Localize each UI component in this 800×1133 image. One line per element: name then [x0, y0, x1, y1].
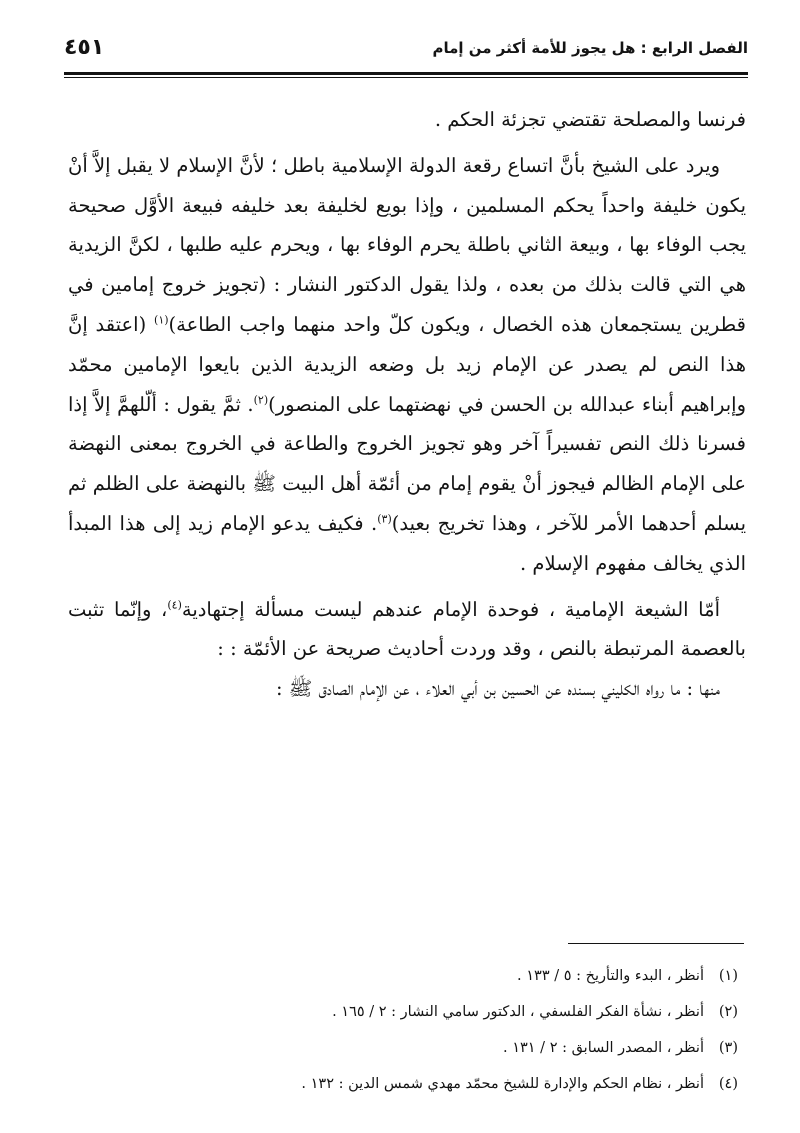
running-title: الفصل الرابع : هل يجوز للأمة أكثر من إمام: [432, 39, 748, 57]
footnote-2: [150, 994, 738, 1030]
paragraph-1-text: فرنسا والمصلحة تقتضي تجزئة الحكم .: [434, 108, 746, 131]
footnote-4: [150, 1066, 738, 1102]
footnote-number: (١): [718, 968, 738, 984]
header-rule: [64, 72, 748, 75]
paragraph-2-continued: . ثمَّ يقول : ألّلهمَّ إلاَّ إذا فسرنا ذلك النص تفسيراً آخر وهو تجويز الخروج والطاعة في الخروج بمعنى النهضة على الإمام الظالم فيجوز أنْ يقوم إمام من أئمّة أهل البيت ﷺ بالنهضة على الظلم ثم يسلم أحدهما الأمر للآخر ، وهذا تخريج بعيد): [68, 392, 747, 535]
body-text: [68, 100, 746, 709]
paragraph-1: [68, 100, 746, 140]
paragraph-2: [68, 146, 746, 584]
footnote-number: (٣): [718, 1040, 738, 1056]
footnote-text: أنظر ، المصدر السابق : ٢ / ١٣١ .: [502, 1040, 704, 1056]
paragraph-2-quote: (اعتقد إنَّ هذا النص لم يصدر عن الإمام زيد بل وضعه الزيدية الذين بايعوا الإمامين محمّد وإبراهيم أبناء عبدالله بن الحسن في نهضتهما على المنصور): [68, 312, 746, 416]
paragraph-4-text: منها : ما رواه الكليني بسنده عن الحسين بن أبي العلاء ، عن الإمام الصادق ﷺ :: [276, 677, 720, 701]
paragraph-3-text: أمّا الشيعة الإمامية ، فوحدة الإمام عندهم ليست مسألة إجتهادية: [181, 597, 720, 621]
page-number: ٤٥١: [64, 35, 105, 60]
footnote-3: [150, 1030, 738, 1066]
footnote-marker-4: (٤): [167, 598, 182, 612]
paragraph-4: [68, 669, 746, 709]
paragraph-2-end: . فكيف يدعو الإمام زيد إلى هذا المبدأ الذي يخالف مفهوم الإسلام .: [68, 511, 746, 575]
header-rule-thin: [64, 77, 748, 78]
paragraph-2-text: ويرد على الشيخ بأنَّ اتساع رقعة الدولة الإسلامية باطل ؛ لأنَّ الإسلام لا يقبل إلاَّ أنْ يكون خليفة واحداً يحكم المسلمين ، وإذا بويع لخليفة بعد خليفه فبيعة الأوَّل صحيحة يجب الوفاء بها ، وبيعة الثاني باطلة يحرم الوفاء بها ، ويحرم عليه طلبها ، لكنَّ الزيدية هي التي قالت بذلك من بعده ، ولذا يقول الدكتور النشار : (تجويز خروج إمامين في قطرين يستجمعان هذه الخصال ، ويكون كلّ واحد منهما واجب الطاعة): [68, 153, 747, 336]
footnote-text: أنظر ، نظام الحكم والإدارة للشيخ محمّد مهدي شمس الدين : ١٣٢ .: [301, 1076, 704, 1092]
footnote-marker-2: (٢): [253, 393, 269, 407]
footnotes: [150, 958, 738, 1102]
footnote-separator: [568, 943, 744, 944]
footnote-text: أنظر ، نشأة الفكر الفلسفي ، الدكتور سامي النشار : ٢ / ١٦٥ .: [332, 1004, 704, 1020]
footnote-1: [150, 958, 738, 994]
paragraph-3: [68, 590, 746, 670]
footnote-marker-3: (٣): [377, 512, 392, 526]
footnote-text: أنظر ، البدء والتأريخ : ٥ / ١٣٣ .: [517, 968, 704, 984]
paragraph-3-continued: ، وإنّما تثبت بالعصمة المرتبطة بالنص ، وقد وردت أحاديث صريحة عن الأئمّة : :: [68, 597, 746, 661]
footnote-number: (٢): [718, 1004, 738, 1020]
running-header: [64, 35, 748, 72]
footnote-number: (٤): [718, 1076, 738, 1092]
footnote-marker-1: (١): [154, 313, 169, 327]
